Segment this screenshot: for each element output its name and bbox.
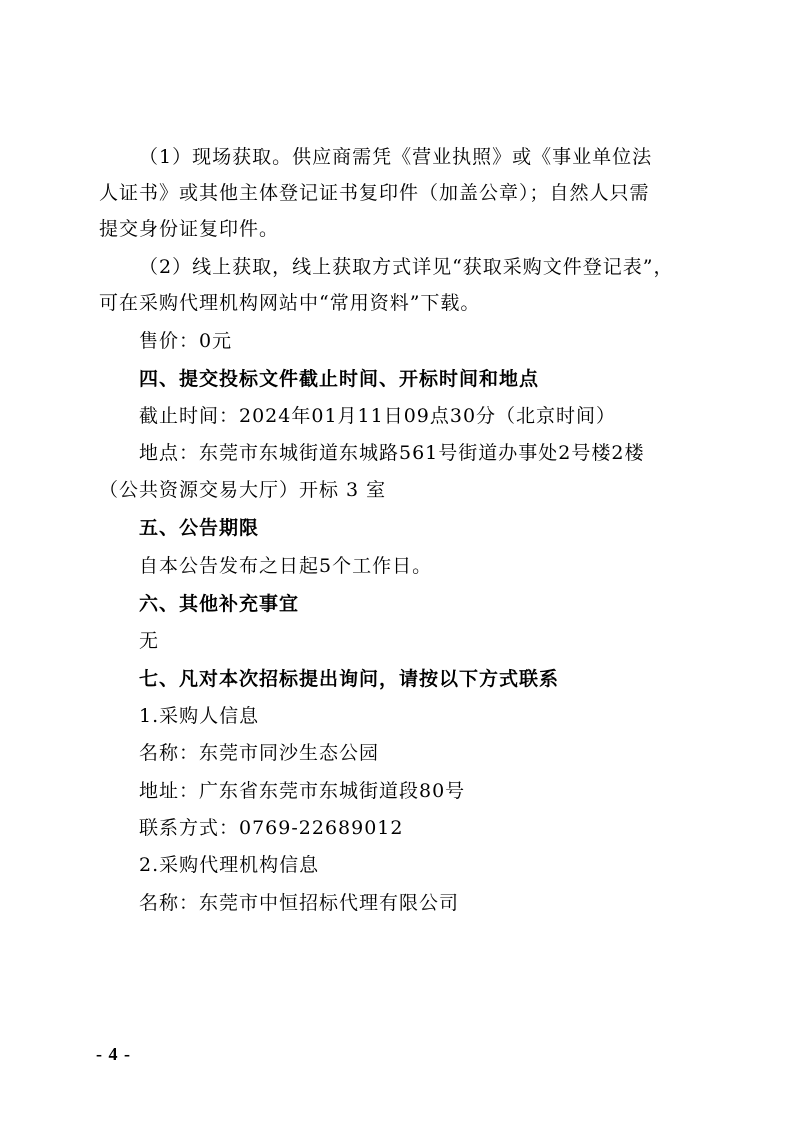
paragraph-onsite-line-3: 提交身份证复印件。 bbox=[99, 218, 280, 240]
agency-name-line: 名称：东莞市中恒招标代理有限公司 bbox=[139, 892, 460, 914]
other-matters-line: 无 bbox=[139, 630, 160, 652]
location-line-2: （公共资源交易大厅）开标 3 室 bbox=[99, 479, 387, 501]
paragraph-online-line-1: （2）线上获取，线上获取方式详见“获取采购文件登记表”， bbox=[139, 256, 674, 278]
paragraph-onsite-line-1: （1）现场获取。供应商需凭《营业执照》或《事业单位法 bbox=[139, 146, 653, 168]
purchaser-info-heading: 1.采购人信息 bbox=[139, 705, 260, 727]
section-heading-contact: 七、凡对本次招标提出询问，请按以下方式联系 bbox=[139, 668, 560, 690]
section-heading-other-matters: 六、其他补充事宜 bbox=[139, 593, 300, 615]
section-heading-notice-period: 五、公告期限 bbox=[139, 517, 260, 539]
paragraph-onsite-line-2: 人证书》或其他主体登记证书复印件（加盖公章）；自然人只需 bbox=[99, 182, 650, 204]
paragraph-online-line-2: 可在采购代理机构网站中“常用资料”下载。 bbox=[99, 292, 481, 314]
purchaser-address-line: 地址：广东省东莞市东城街道段80号 bbox=[139, 780, 466, 802]
deadline-time-line: 截止时间：2024年01月11日09点30分（北京时间） bbox=[139, 405, 617, 427]
purchaser-name-line: 名称：东莞市同沙生态公园 bbox=[139, 742, 380, 764]
notice-period-line: 自本公告发布之日起5个工作日。 bbox=[139, 555, 433, 577]
price-line: 售价：0元 bbox=[139, 330, 233, 352]
purchaser-contact-line: 联系方式：0769-22689012 bbox=[139, 817, 404, 839]
section-heading-deadline: 四、提交投标文件截止时间、开标时间和地点 bbox=[139, 368, 540, 390]
page-number: - 4 - bbox=[96, 1044, 131, 1064]
location-line-1: 地点：东莞市东城街道东城路561号街道办事处2号楼2楼 bbox=[139, 442, 645, 464]
agency-info-heading: 2.采购代理机构信息 bbox=[139, 854, 320, 876]
